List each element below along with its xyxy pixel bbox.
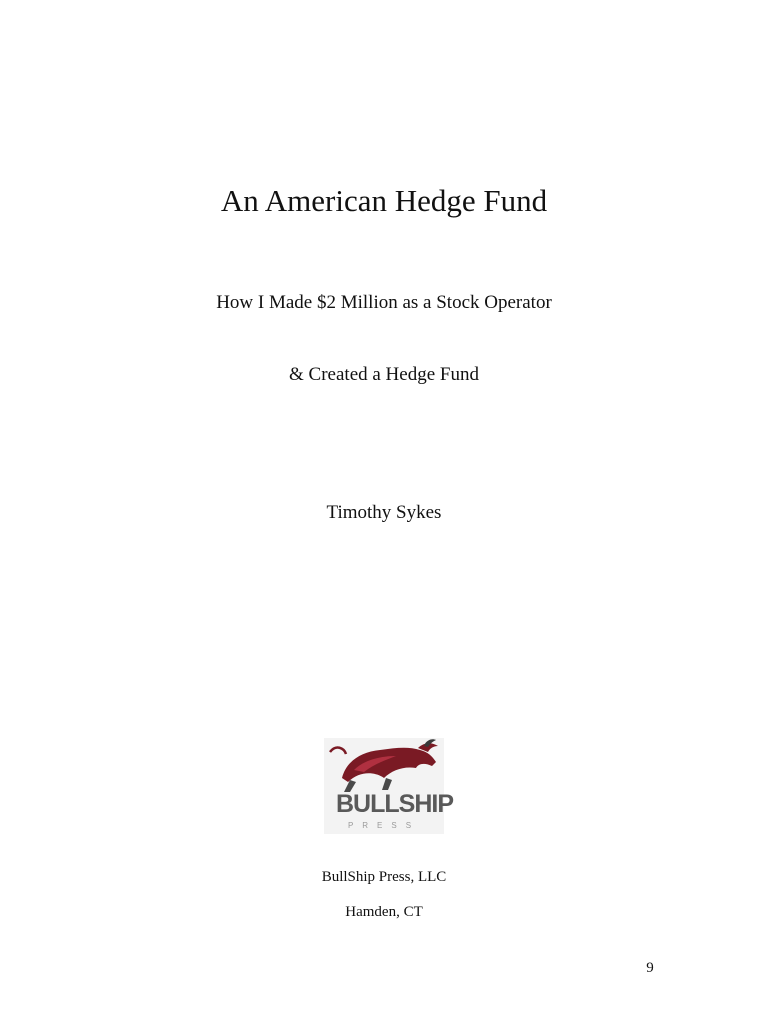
logo-wordmark-ship: SHIP [398, 790, 454, 818]
page-number: 9 [646, 960, 654, 976]
author-name: Timothy Sykes [326, 502, 442, 523]
book-subtitle-line-1: How I Made $2 Million as a Stock Operator [216, 292, 552, 313]
publisher-name: BullShip Press, LLC [321, 869, 447, 885]
book-subtitle-line-2: & Created a Hedge Fund [289, 364, 479, 385]
logo-wordmark-bull: BULL [336, 790, 399, 818]
publisher-location: Hamden, CT [345, 904, 423, 920]
logo-tagline: PRESS [347, 821, 421, 830]
book-title: An American Hedge Fund [220, 183, 548, 218]
bullship-press-logo [324, 738, 454, 834]
svg-text:BULLSHIP [336, 790, 453, 818]
